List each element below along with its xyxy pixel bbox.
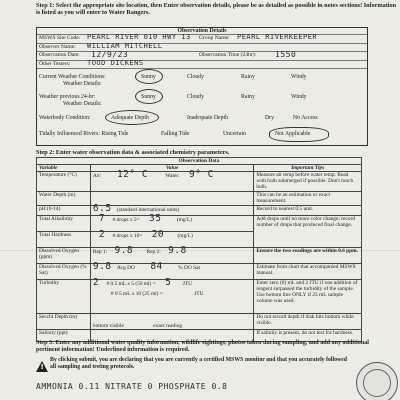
water-label: Water: — [165, 173, 180, 180]
rep2-value: 9.8 — [168, 245, 187, 257]
secchi-values — [90, 314, 253, 330]
site-code-value: PEARL RIVER 010 HWY 13 — [87, 33, 191, 41]
temperature-label: Temperature (°C) — [37, 172, 91, 192]
conditions-block — [37, 69, 367, 145]
tidal-not-applicable: Not Applicable — [275, 131, 311, 138]
warning-icon: ! — [36, 361, 48, 372]
temperature-row — [37, 172, 362, 192]
site-code-label: MSWS Site Code: — [39, 35, 81, 41]
col-value: Value — [90, 165, 253, 172]
prev-rainy: Rainy — [241, 94, 255, 101]
tidal-label: Tidally Influenced Rivers: Rising Tide — [39, 131, 129, 138]
prev-weather-label: Weather previous 24-hr: — [39, 94, 96, 101]
prev-sunny: Sunny — [141, 94, 156, 101]
observer-row — [37, 41, 367, 53]
hardness-drops: 2 — [98, 229, 106, 241]
water-value: 9° C — [189, 169, 214, 181]
seal-inner-ring — [363, 369, 391, 397]
testers-value: TOOD DICKENS — [87, 58, 144, 67]
hardness-label: Total Hardness — [37, 232, 91, 248]
step3-instructions: Step 3: Enter any additional water quality information, wildlife sightings, photos taken during sampling, and add any additional pertinent information! Underlined information is required. — [36, 340, 369, 354]
certification-warning: By clicking submit, you are declaring that you are currently a certified MSWS monitor and that you accurately followed all sampling and testing protocols. — [50, 357, 347, 371]
observation-data-header: Observation Data — [37, 158, 362, 165]
salinity-label: Salinity (ppt) — [37, 330, 91, 342]
air-label: Air: — [92, 173, 102, 180]
ph-value: 6.5 — [92, 203, 112, 215]
col-tips: Important Tips — [254, 165, 362, 172]
salinity-tip: If salinity is present, do not test for hardness. — [254, 330, 362, 342]
waterbody-adequate-circle — [105, 110, 159, 125]
depth-value — [90, 192, 253, 206]
do-sat-unit: % DO Sat — [178, 265, 200, 272]
turbidity-drops: 2 — [92, 277, 100, 289]
do-sat-label: Dissolved Oxygen (% Sat) — [37, 264, 91, 280]
do-sat-value: 84 — [150, 261, 163, 273]
step1-instructions: Step 1: Select the appropriate site location, then Enter observation details, please be as detailed as possible in notes sections! Information is listed as you will enter to Water Rangers. — [36, 2, 397, 17]
prev-cloudy: Cloudy — [187, 94, 205, 101]
waterbody-dry: Dry — [265, 115, 275, 122]
air-value: 12° C — [116, 169, 149, 181]
alkalinity-label: Total Alkalinity — [37, 216, 91, 232]
tidal-not-applicable-circle — [269, 127, 329, 142]
do-sat-row — [37, 264, 362, 280]
ph-row — [37, 206, 362, 216]
testers-row — [37, 58, 367, 70]
ph-values — [90, 203, 253, 216]
do-tip: Ensure the two readings are within 0.6 ppm. — [254, 248, 362, 264]
current-windy: Windy — [291, 74, 307, 81]
alkalinity-value: 35 — [149, 213, 162, 225]
prev-windy: Windy — [291, 94, 307, 101]
alkalinity-unit: (mg/L) — [176, 217, 193, 224]
turbidity-line2: # 0.5 mL x 10 (25 ml) = — [110, 291, 163, 298]
waterbody-no-access: No Access — [293, 115, 318, 122]
observation-details-table — [36, 27, 368, 146]
waterbody-adequate: Adequate Depth — [111, 115, 149, 122]
temperature-values — [90, 169, 253, 192]
current-sunny: Sunny — [141, 74, 156, 81]
turbidity-label: Turbidity — [37, 280, 91, 314]
waterbody-inadequate: Inadequate Depth — [187, 115, 229, 122]
ph-label: pH (0-14) — [37, 206, 91, 216]
turbidity-tip: Enter zero (0) mL and 2 JTU if one addition of reagent surpassed the turbidity of the sample. Use bottom line ONLY if 25 mL sample volume was used. — [254, 280, 362, 314]
rep2-label: Rep 2: — [146, 249, 161, 256]
observation-data-header-row — [37, 158, 362, 165]
do-sat-values — [90, 261, 253, 280]
time-value: 1550 — [275, 50, 297, 60]
do-sat-avg-label: Avg DO — [116, 265, 135, 272]
turbidity-line1: # 0.5 mL x 5 (50 ml) = — [106, 281, 156, 288]
do-sat-avg: 9.8 — [92, 261, 112, 273]
current-sunny-circle — [135, 69, 163, 84]
depth-label: Water Depth (m) — [37, 192, 91, 206]
step2-instructions: Step 2: Enter water observation data & associated chemistry parameters. — [36, 149, 230, 156]
hardness-value: 20 — [151, 229, 165, 241]
alkalinity-drops: 7 — [98, 213, 106, 225]
secchi-row — [37, 314, 362, 330]
prev-sunny-circle — [135, 89, 163, 104]
time-label: Observation Time (24hr): — [199, 52, 257, 59]
depth-tip: This can be an estimation or exact measurement. — [254, 192, 362, 206]
current-weather-sub: Weather Details: — [63, 81, 102, 88]
tidal-uncertain: Uncertain — [223, 131, 246, 138]
observer-value: WILLIAM MITCHELL — [87, 41, 163, 50]
group-label: Group Name: — [199, 35, 230, 41]
date-value: 12/9/23 — [91, 50, 129, 60]
do-label: Dissolved Oxygen (ppm) — [37, 248, 91, 264]
alkalinity-tip: Add drops until no more color change; record number of drops that produced final change. — [254, 216, 362, 248]
secchi-opt1: bottom visible — [92, 323, 124, 330]
depth-row — [37, 192, 362, 206]
turbidity-values — [90, 277, 253, 314]
do-sat-tip: Estimate from chart that accompanied MSWS manual. — [254, 264, 362, 280]
current-weather-label: Current Weather Conditions: — [39, 74, 106, 81]
ph-tip: Record to nearest 0.5 unit. — [254, 206, 362, 216]
rep1-value: 9.8 — [114, 245, 134, 257]
ph-std: (standard international units) — [116, 207, 180, 214]
waterbody-label: Waterbody Condition: — [39, 115, 91, 122]
hardness-unit: (mg/L) — [177, 233, 193, 240]
temperature-tip: Measure air temp before water temp. Read with bulb submerged if possible. Don't touch bulb. — [254, 172, 362, 192]
rep1-label: Rep 1: — [92, 249, 108, 256]
secchi-opt2: exact reading — [153, 323, 183, 330]
alkalinity-values — [90, 213, 253, 232]
group-value: PEARL RIVERKEEPER — [237, 33, 318, 41]
observation-details-header: Observation Details — [37, 28, 367, 35]
do-values — [90, 245, 253, 264]
tidal-falling: Falling Tide — [161, 131, 190, 138]
observation-data-table — [36, 157, 362, 342]
col-variable: Variable — [37, 165, 91, 172]
testers-label: Other Testers: — [39, 60, 71, 67]
secchi-tip: Do not record depth if disk hits bottom while visible. — [254, 314, 362, 330]
secchi-label: Secchi Depth (m) — [37, 314, 91, 330]
turbidity-unit-2: JTU — [194, 291, 204, 298]
turbidity-unit-1: JTU — [182, 281, 192, 288]
turbidity-row — [37, 280, 362, 314]
msws-seal-icon — [356, 362, 398, 400]
date-label: Observation Date: — [39, 52, 80, 59]
hardness-mid: # drops x 10= — [112, 233, 143, 240]
additional-notes: AMMONIA 0.11 NITRATE 0 PHOSPHATE 0.8 — [36, 382, 228, 391]
current-rainy: Rainy — [241, 74, 255, 81]
do-row — [37, 248, 362, 264]
current-cloudy: Cloudy — [187, 74, 205, 81]
alkalinity-mid: # drops x 5= — [112, 217, 140, 224]
turbidity-value: 5 — [165, 277, 172, 289]
observer-label: Observer Name: — [39, 43, 76, 50]
prev-weather-sub: Weather Details: — [63, 101, 102, 108]
alkalinity-row — [37, 216, 362, 232]
